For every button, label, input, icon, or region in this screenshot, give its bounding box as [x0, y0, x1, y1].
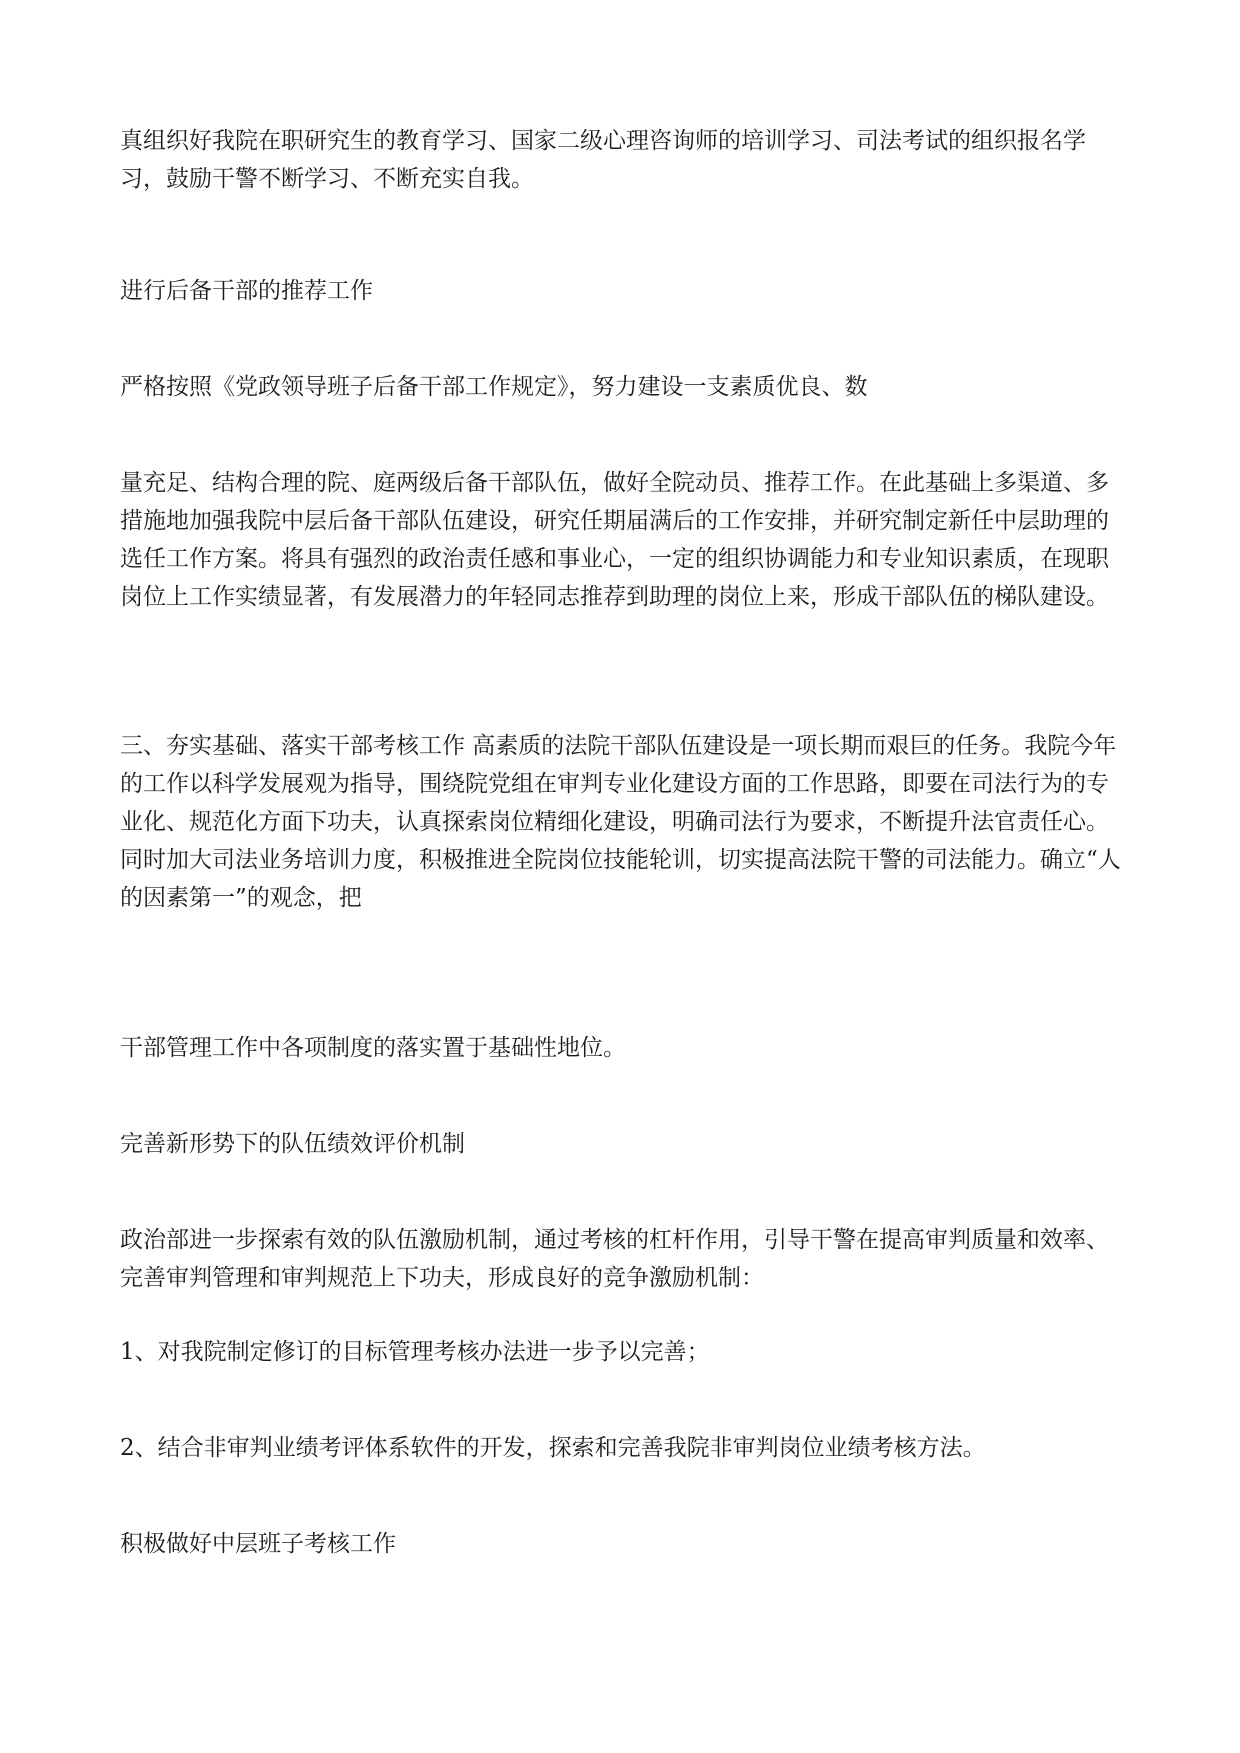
paragraph-cadre-management: 干部管理工作中各项制度的落实置于基础性地位。	[120, 1035, 626, 1061]
list-item-1: 1、对我院制定修订的目标管理考核办法进一步予以完善；	[120, 1339, 710, 1365]
paragraph-incentive-mechanism: 政治部进一步探索有效的队伍激励机制，通过考核的杠杆作用，引导干警在提高审判质量和效率、完善审判管理和审判规范上下功夫，形成良好的竞争激励机制：	[120, 1227, 1109, 1291]
paragraph-study-organization: 真组织好我院在职研究生的教育学习、国家二级心理咨询师的培训学习、司法考试的组织报名学习，鼓励干警不断学习、不断充实自我。	[120, 128, 1086, 192]
paragraph-section-three: 三、夯实基础、落实干部考核工作 高素质的法院干部队伍建设是一项长期而艰巨的任务。我院今年的工作以科学发展观为指导，围绕院党组在审判专业化建设方面的工作思路，即要在司法行为的专业化、规范化方面下功夫，认真探索岗位精细化建设，明确司法行为要求，不断提升法官责任心。同时加大司法业务培训力度，积极推进全院岗位技能轮训，切实提高法院干警的司法能力。确立“人的因素第一”的观念，把	[120, 733, 1121, 911]
heading-performance-evaluation: 完善新形势下的队伍绩效评价机制	[120, 1131, 465, 1157]
heading-mid-level-assessment: 积极做好中层班子考核工作	[120, 1531, 396, 1557]
heading-reserve-cadre-recommendation: 进行后备干部的推荐工作	[120, 278, 373, 304]
paragraph-regulation-reference: 严格按照《党政领导班子后备干部工作规定》，努力建设一支素质优良、数	[120, 374, 868, 400]
paragraph-reserve-cadre-team: 量充足、结构合理的院、庭两级后备干部队伍，做好全院动员、推荐工作。在此基础上多渠道、多措施地加强我院中层后备干部队伍建设，研究任期届满后的工作安排，并研究制定新任中层助理的选任工作方案。将具有强烈的政治责任感和事业心，一定的组织协调能力和专业知识素质，在现职岗位上工作实绩显著，有发展潜力的年轻同志推荐到助理的岗位上来，形成干部队伍的梯队建设。	[120, 470, 1109, 610]
list-item-2: 2、结合非审判业绩考评体系软件的开发，探索和完善我院非审判岗位业绩考核方法。	[120, 1435, 986, 1461]
